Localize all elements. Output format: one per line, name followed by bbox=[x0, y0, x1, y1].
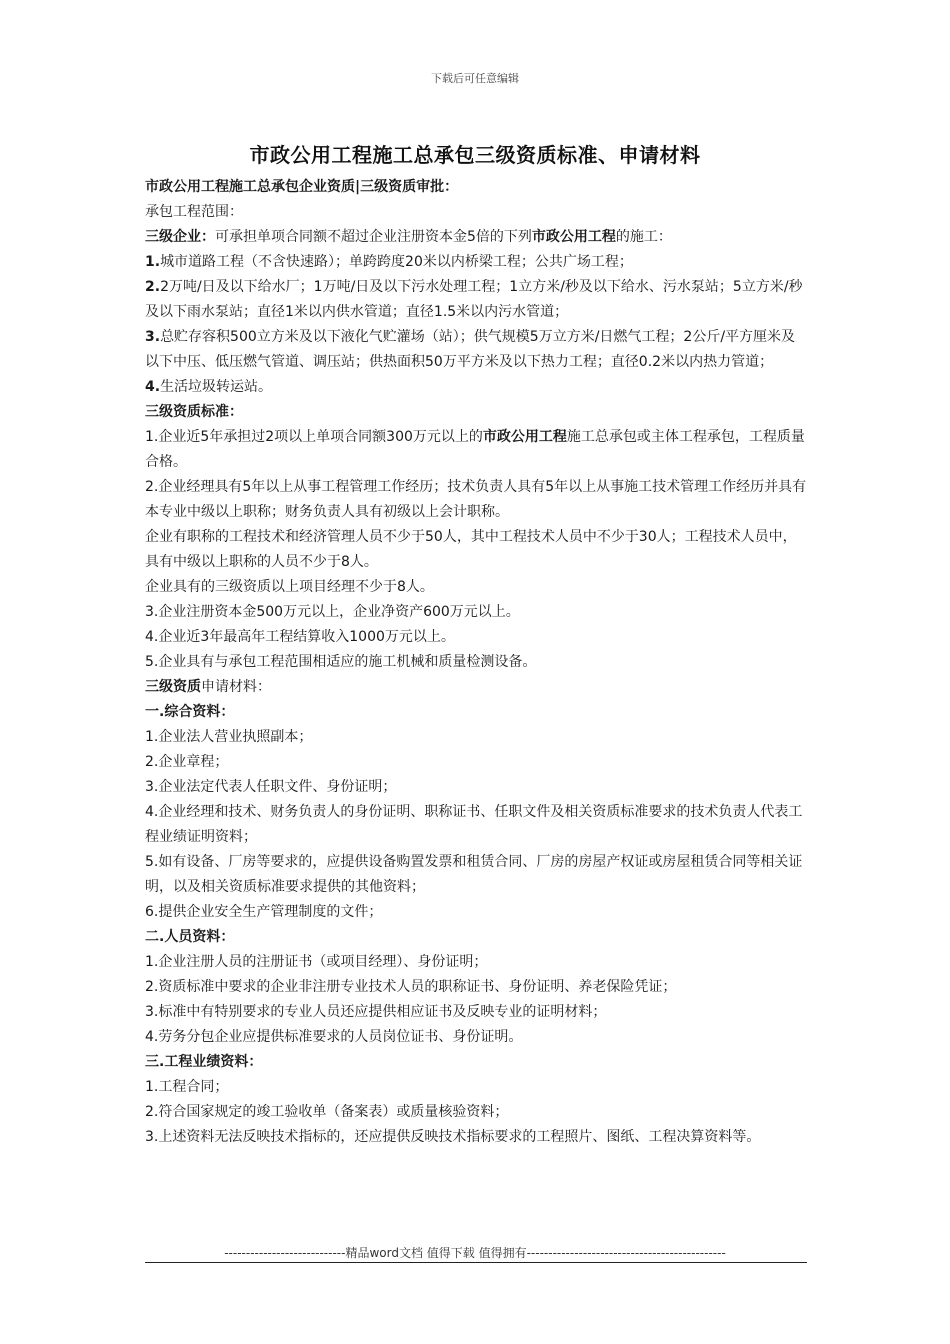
standard-item: 1.企业近5年承担过2项以上单项合同额300万元以上的市政公用工程施工总承包或主体工程承包，工程质量合格。 bbox=[145, 429, 805, 470]
footer-divider bbox=[145, 1262, 807, 1263]
personnel-item: 1.企业注册人员的注册证书（或项目经理）、身份证明； bbox=[145, 954, 488, 970]
header-note: 下载后可任意编辑 bbox=[431, 72, 519, 85]
scope-item: 2.2万吨/日及以下给水厂；1万吨/日及以下污水处理工程；1立方米/秒及以下给水、污水泵站；5立方米/秒及以下雨水泵站；直径1米以内供水管道；直径1.5米以内污水管道； bbox=[145, 279, 803, 320]
general-item: 4.企业经理和技术、财务负责人的身份证明、职称证书、任职文件及相关资质标准要求的技术负责人代表工程业绩证明资料； bbox=[145, 804, 803, 845]
page-title: 市政公用工程施工总承包三级资质标准、申请材料 bbox=[249, 143, 701, 167]
scope-item: 4.生活垃圾转运站。 bbox=[145, 379, 273, 395]
standard-item: 企业具有的三级资质以上项目经理不少于8人。 bbox=[145, 579, 434, 595]
personnel-item: 3.标准中有特别要求的专业人员还应提供相应证书及反映专业的证明材料； bbox=[145, 1004, 607, 1020]
grade-text: 可承担单项合同额不超过企业注册资本金5倍的下列 bbox=[215, 229, 532, 245]
general-item: 2.企业章程； bbox=[145, 754, 229, 770]
standard-heading: 三级资质标准： bbox=[145, 404, 243, 420]
scope-item: 1.城市道路工程（不含快速路）；单跨跨度20米以内桥梁工程；公共广场工程； bbox=[145, 254, 633, 270]
performance-item: 2.符合国家规定的竣工验收单（备案表）或质量核验资料； bbox=[145, 1104, 509, 1120]
document-body bbox=[145, 175, 807, 1150]
grade-highlight: 市政公用工程 bbox=[531, 229, 616, 245]
grade-text-end: 的施工： bbox=[615, 229, 672, 245]
general-item: 3.企业法定代表人任职文件、身份证明； bbox=[145, 779, 397, 795]
standard-item: 4.企业近3年最高年工程结算收入1000万元以上。 bbox=[145, 629, 455, 645]
general-item: 6.提供企业安全生产管理制度的文件； bbox=[145, 904, 383, 920]
standard-item: 2.企业经理具有5年以上从事工程管理工作经历；技术负责人具有5年以上从事施工技术管理工作经历并具有本专业中级以上职称；财务负责人具有初级以上会计职称。 bbox=[145, 479, 807, 520]
performance-item: 1.工程合同； bbox=[145, 1079, 229, 1095]
general-heading: 一.综合资料： bbox=[145, 704, 235, 720]
standard-item: 企业有职称的工程技术和经济管理人员不少于50人，其中工程技术人员中不少于30人；工程技术人员中，具有中级以上职称的人员不少于8人。 bbox=[145, 529, 797, 570]
performance-heading: 三.工程业绩资料： bbox=[145, 1054, 263, 1070]
footer-text: ----------------------------精品word文档 值得下载 值得拥有---------------------------------------------- bbox=[224, 1246, 726, 1260]
personnel-heading: 二.人员资料： bbox=[145, 929, 235, 945]
grade-paragraph bbox=[145, 225, 807, 250]
performance-item: 3.上述资料无法反映技术指标的，还应提供反映技术指标要求的工程照片、图纸、工程决算资料等。 bbox=[145, 1129, 761, 1145]
materials-heading: 三级资质申请材料： bbox=[145, 679, 271, 695]
standard-item: 3.企业注册资本金500万元以上，企业净资产600万元以上。 bbox=[145, 604, 520, 620]
approval-heading: 市政公用工程施工总承包企业资质|三级资质审批： bbox=[145, 179, 459, 195]
scope-label: 承包工程范围： bbox=[145, 204, 243, 220]
personnel-item: 2.资质标准中要求的企业非注册专业技术人员的职称证书、身份证明、养老保险凭证； bbox=[145, 979, 677, 995]
standard-item: 5.企业具有与承包工程范围相适应的施工机械和质量检测设备。 bbox=[145, 654, 537, 670]
general-item: 1.企业法人营业执照副本； bbox=[145, 729, 313, 745]
scope-item: 3.总贮存容积500立方米及以下液化气贮灌场（站）；供气规模5万立方米/日燃气工程；2公斤/平方厘米及以下中压、低压燃气管道、调压站；供热面积50万平方米及以下热力工程；直径0.2米以内热力管道； bbox=[145, 329, 796, 370]
personnel-item: 4.劳务分包企业应提供标准要求的人员岗位证书、身份证明。 bbox=[145, 1029, 523, 1045]
general-item: 5.如有设备、厂房等要求的，应提供设备购置发票和租赁合同、厂房的房屋产权证或房屋租赁合同等相关证明，以及相关资质标准要求提供的其他资料； bbox=[145, 854, 803, 895]
grade-label: 三级企业： bbox=[145, 229, 215, 245]
